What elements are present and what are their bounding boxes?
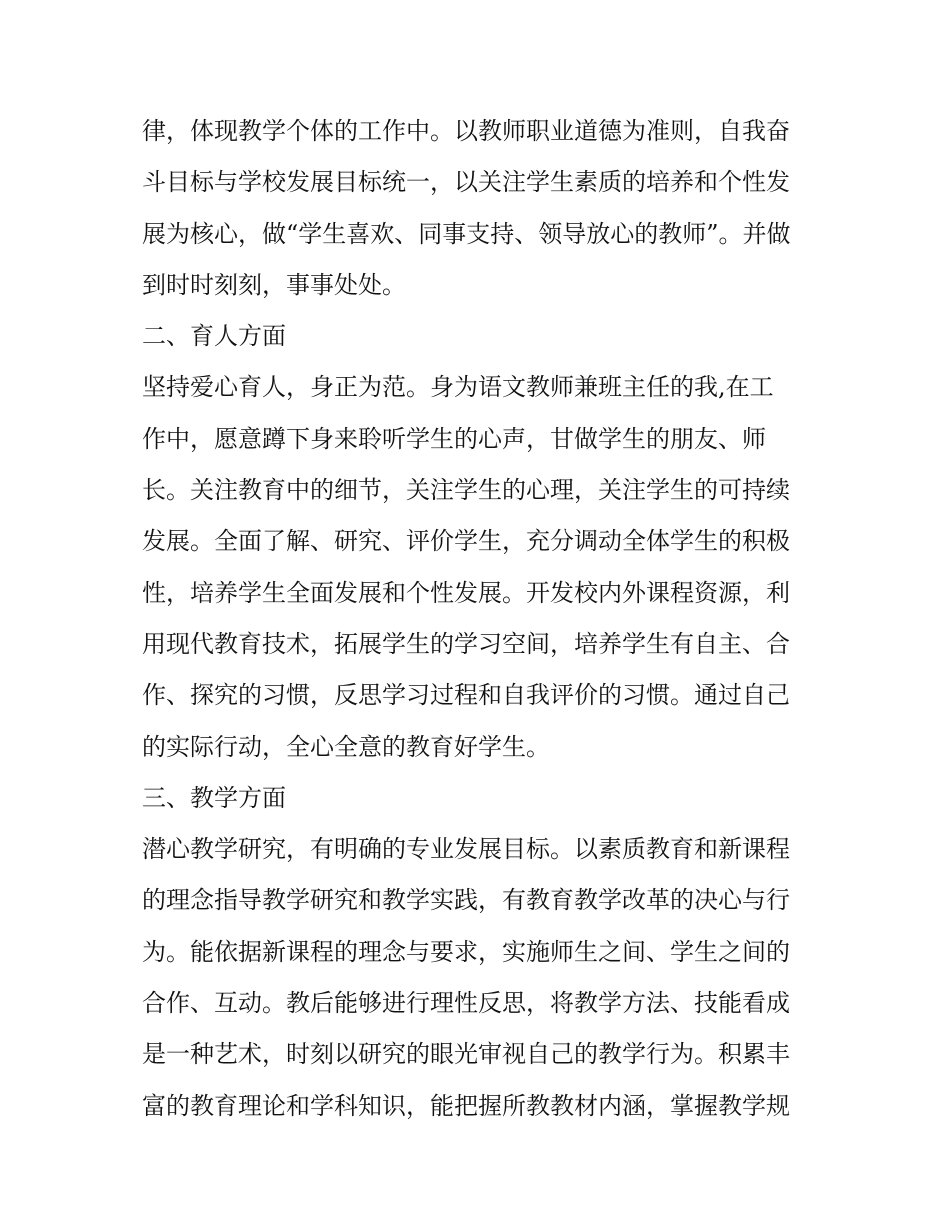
text-line-6: 坚持爱心育人，身正为范。身为语文教师兼班主任的我,在工 (142, 373, 774, 402)
text-line-4: 到时时刻刻，事事处处。 (142, 270, 406, 299)
text-line-15: 潜心教学研究，有明确的专业发展目标。以素质教育和新课程 (142, 835, 790, 864)
text-line-2: 斗目标与学校发展目标统一，以关注学生素质的培养和个性发 (142, 168, 790, 197)
text-line-11: 用现代教育技术，拓展学生的学习空间，培养学生有自主、合 (142, 629, 790, 658)
text-line-3: 展为核心，做“学生喜欢、同事支持、领导放心的教师”。并做 (142, 219, 791, 248)
text-line-13: 的实际行动，全心全意的教育好学生。 (142, 732, 550, 761)
section-heading-teaching: 三、教学方面 (142, 783, 286, 812)
text-line-10: 性，培养学生全面发展和个性发展。开发校内外课程资源，利 (142, 578, 790, 607)
text-line-18: 合作、互动。教后能够进行理性反思，将教学方法、技能看成 (142, 989, 790, 1018)
text-line-12: 作、探究的习惯，反思学习过程和自我评价的习惯。通过自己 (142, 681, 790, 710)
document-body (142, 106, 822, 1132)
text-line-9: 发展。全面了解、研究、评价学生，充分调动全体学生的积极 (142, 527, 790, 556)
text-line-17: 为。能依据新课程的理念与要求，实施师生之间、学生之间的 (142, 937, 790, 966)
text-line-16: 的理念指导教学研究和教学实践，有教育教学改革的决心与行 (142, 886, 790, 915)
text-line-20: 富的教育理论和学科知识，能把握所教教材内涵，掌握教学规 (142, 1091, 790, 1120)
text-line-19: 是一种艺术，时刻以研究的眼光审视自己的教学行为。积累丰 (142, 1040, 790, 1069)
text-line-8: 长。关注教育中的细节，关注学生的心理，关注学生的可持续 (142, 476, 790, 505)
section-heading-education: 二、育人方面 (142, 322, 286, 351)
text-line-7: 作中，愿意蹲下身来聆听学生的心声，甘做学生的朋友、师 (142, 424, 766, 453)
text-line-1: 律，体现教学个体的工作中。以教师职业道德为准则，自我奋 (142, 117, 790, 145)
